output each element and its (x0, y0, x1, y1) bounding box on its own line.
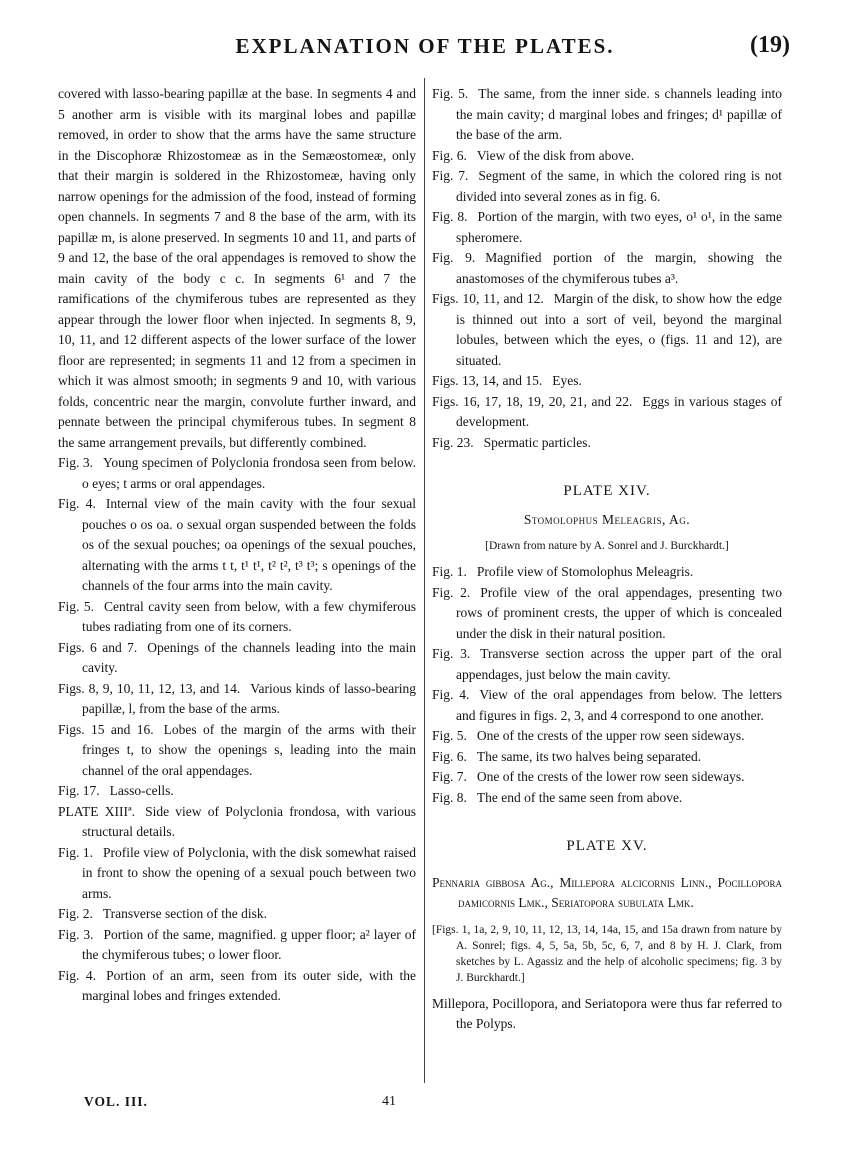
spacer (432, 453, 782, 481)
volume-label: VOL. III. (84, 1094, 148, 1109)
fig-label: Fig. 17. (58, 783, 100, 798)
fig-label: Fig. 8. (432, 789, 467, 805)
fig-label: Fig. 3. (58, 455, 94, 470)
fig-entry (58, 925, 416, 966)
fig-label: Fig. 7. (432, 168, 469, 183)
page-reference: (19) (750, 32, 790, 58)
fig-text: Eggs in various stages of development. (456, 393, 782, 429)
fig-text: Margin of the disk, to show how the edge is thinned out into a sort of veil, beyond the marginal lobules, between which the eyes, o (figs. 11 and 12), are situated. (456, 291, 782, 368)
fig-text: Openings of the channels leading into the main cavity. (82, 639, 416, 675)
plate-xv-note: Millepora, Pocillopora, and Seriatopora were thus far referred to the Polyps. (432, 995, 782, 1031)
spacer (432, 986, 782, 994)
plate-xv-species: Pennaria gibbosa Ag., Millepora alcicornis Linn., Pocillopora damicornis Lmk., Seriatopora subulata Lmk. (432, 874, 782, 910)
fig-label: Fig. 7. (432, 769, 467, 784)
fig-label: Fig. 6. (432, 147, 467, 163)
fig-label: Fig. 5. (432, 86, 469, 101)
spacer (432, 857, 782, 873)
plate-label: PLATE XIIIª. (58, 803, 136, 819)
fig-text: Transverse section across the upper part of the oral appendages, just below the main cavity. (456, 646, 783, 682)
fig-text: Profile view of the oral appendages, presenting two rows of prominent crests, the upper of which is concealed under the disk in their natural position. (456, 584, 783, 641)
plate-xiv-heading: PLATE XIV. (563, 483, 651, 499)
fig-entry (58, 904, 416, 925)
fig-entry (432, 207, 782, 248)
fig-entry (432, 685, 782, 726)
fig-text: Young specimen of Polyclonia frondosa seen from below. o eyes; t arms or oral appendages. (82, 455, 416, 491)
fig-text: View of the oral appendages from below. The letters and figures in figs. 2, 3, and 4 correspond to one another. (456, 687, 782, 723)
fig-label: Fig. 3. (432, 646, 471, 661)
page-title: EXPLANATION OF THE PLATES. (235, 34, 615, 58)
fig-entry (432, 248, 782, 289)
fig-entry (432, 166, 782, 207)
fig-text: The same, its two halves being separated. (476, 748, 702, 764)
column-divider (424, 78, 425, 1083)
fig-text: Segment of the same, in which the colored ring is not divided into several zones as in fig. 6. (456, 168, 783, 204)
fig-text: One of the crests of the upper row seen sideways. (476, 728, 745, 743)
fig-text: Profile view of Polyclonia, with the disk somewhat raised in front to show the opening of a sexual pouch between two arms. (82, 844, 416, 901)
spacer (432, 502, 782, 510)
fig-text: Transverse section of the disk. (102, 906, 267, 921)
plate-xiv-credit: [Drawn from nature by A. Sonrel and J. Burckhardt.] (485, 540, 729, 552)
fig-label: Fig. 6. (432, 748, 467, 764)
fig-text: Eyes. (552, 373, 582, 388)
fig-label: Fig. 8. (432, 209, 468, 224)
fig-entry (58, 453, 416, 494)
fig-text: Various kinds of lasso-bearing papillæ, l, from the base of the arms. (82, 680, 416, 716)
fig-entry (58, 966, 416, 1007)
spacer (432, 914, 782, 922)
fig-label: Fig. 1. (432, 564, 467, 579)
fig-entry (432, 747, 782, 768)
fig-label: Fig. 9. (432, 250, 476, 265)
fig-label: Fig. 3. (58, 926, 94, 942)
fig-label: Fig. 2. (58, 906, 93, 921)
fig-label: Fig. 1. (58, 844, 93, 860)
fig-entry (432, 767, 782, 788)
fig-entry (432, 84, 782, 146)
fig-label: Fig. 23. (432, 434, 474, 450)
fig-label: Fig. 2. (432, 584, 471, 600)
fig-text: The end of the same seen from above. (476, 789, 683, 805)
fig-text: Profile view of Stomolophus Meleagris. (476, 564, 694, 579)
fig-label: Figs. 15 and 16. (58, 721, 154, 737)
fig-text: Portion of the margin, with two eyes, o¹ o¹, in the same spheromere. (456, 209, 782, 245)
page-header (60, 30, 790, 66)
spacer (432, 554, 782, 562)
intro-paragraph: covered with lasso-bearing papillæ at the base. In segments 4 and 5 another arm is visible with its marginal lobes and papillæ removed, in order to show that the arms have the same structure in the Discophoræ Rhizostomeæ as in the Semæostomeæ, only that their margin is soldered in the Rhizostomeæ, having only narrow openings for the admission of the food, instead of forming open channels. In segments 7 and 8 the base of the arm, with its papillæ m, is alone preserved. In segments 10 and 11, and parts of 9 and 12, the base of the oral appendages is removed to show the main cavity of the body c c. In segments 6¹ and 7 the ramifications of the chymiferous tubes are represented as they appear through the lower floor when injected. In segments 8, 9, 10, 11, and 12 different aspects of the lower surface of the lower floor are represented; in segments 11 and 12 from a specimen in which it was almost smooth; in segments 9 and 10, with various folds, concentric near the margin, convolute further inward, and pennate between the principal chymiferous tubes. In segment 8 the same arrangement prevails, but differently combined. (58, 86, 416, 450)
signature-number: 41 (382, 1094, 396, 1109)
fig-text: Spermatic particles. (483, 434, 591, 450)
fig-text: Portion of the same, magnified. g upper floor; a² layer of the chymiferous tubes; o lower floor. (82, 926, 416, 962)
left-column (58, 84, 416, 1007)
fig-label: Figs. 16, 17, 18, 19, 20, 21, and 22. (432, 393, 633, 409)
fig-label: Figs. 6 and 7. (58, 639, 138, 655)
fig-text: The same, from the inner side. s channels leading into the main cavity; d marginal lobes and fringes; d¹ papillæ of the base of the arm. (456, 86, 782, 142)
fig-entry (432, 433, 782, 454)
fig-text: Lobes of the margin of the arms with their fringes t, to show the openings s, leading into the main channel of the oral appendages. (82, 721, 416, 778)
fig-entry (432, 289, 782, 371)
fig-text: Lasso-cells. (109, 783, 174, 798)
fig-text: Portion of an arm, seen from its outer side, with the marginal lobes and fringes extended. (82, 967, 416, 1003)
spacer (432, 530, 782, 538)
fig-entry (432, 726, 782, 747)
fig-text: View of the disk from above. (476, 147, 635, 163)
fig-entry (58, 720, 416, 782)
fig-entry (432, 146, 782, 167)
fig-label: Figs. 8, 9, 10, 11, 12, 13, and 14. (58, 680, 241, 696)
spacer (432, 808, 782, 836)
fig-text: One of the crests of the lower row seen sideways. (476, 769, 745, 784)
fig-entry (58, 597, 416, 638)
fig-label: Figs. 13, 14, and 15. (432, 373, 543, 388)
fig-entry (432, 562, 782, 583)
fig-label: Fig. 5. (58, 598, 94, 614)
fig-label: Fig. 4. (58, 967, 97, 983)
fig-text: Central cavity seen from below, with a few chymiferous tubes radiating from one of its corners. (82, 598, 416, 634)
page-footer (58, 1094, 790, 1118)
fig-entry (58, 781, 416, 802)
plate-xiv-species: Stomolophus Meleagris, Ag. (523, 511, 691, 527)
fig-entry (58, 843, 416, 905)
fig-label: Fig. 4. (58, 496, 96, 511)
fig-text: Internal view of the main cavity with the four sexual pouches o os oa. o sexual organ suspended between the folds os of the sexual pouches; oa openings of the sexual pouches, alternating with the arms t t, t¹ t¹, t² t², t³ t³; s openings of the channels of the four arms into the main cavity. (82, 496, 416, 593)
fig-text: Magnified portion of the margin, showing the anastomoses of the chymiferous tubes a³. (456, 250, 782, 286)
fig-entry (58, 494, 416, 597)
fig-label: Fig. 4. (432, 687, 470, 702)
fig-entry (432, 371, 782, 392)
fig-entry (432, 788, 782, 809)
fig-text: Side view of Polyclonia frondosa, with various structural details. (82, 803, 416, 839)
fig-entry (58, 638, 416, 679)
plate-xv-heading: PLATE XV. (566, 838, 648, 854)
fig-entry (432, 392, 782, 433)
plate-xv-credit: [Figs. 1, 1a, 2, 9, 10, 11, 12, 13, 14, 14a, 15, and 15a drawn from nature by A. Sonrel; figs. 4, 5, 5a, 5b, 5c, 6, 7, and 8 by H. J. Clark, from sketches by L. Agassiz and the help of alcoholic specimens; fig. 3 by J. Burckhardt.] (432, 923, 782, 984)
fig-label: Figs. 10, 11, and 12. (432, 291, 544, 306)
fig-entry (432, 583, 782, 645)
fig-label: Fig. 5. (432, 728, 467, 743)
right-column (432, 84, 782, 1035)
plate-xiiia-entry (58, 802, 416, 843)
fig-entry (58, 679, 416, 720)
fig-entry (432, 644, 782, 685)
